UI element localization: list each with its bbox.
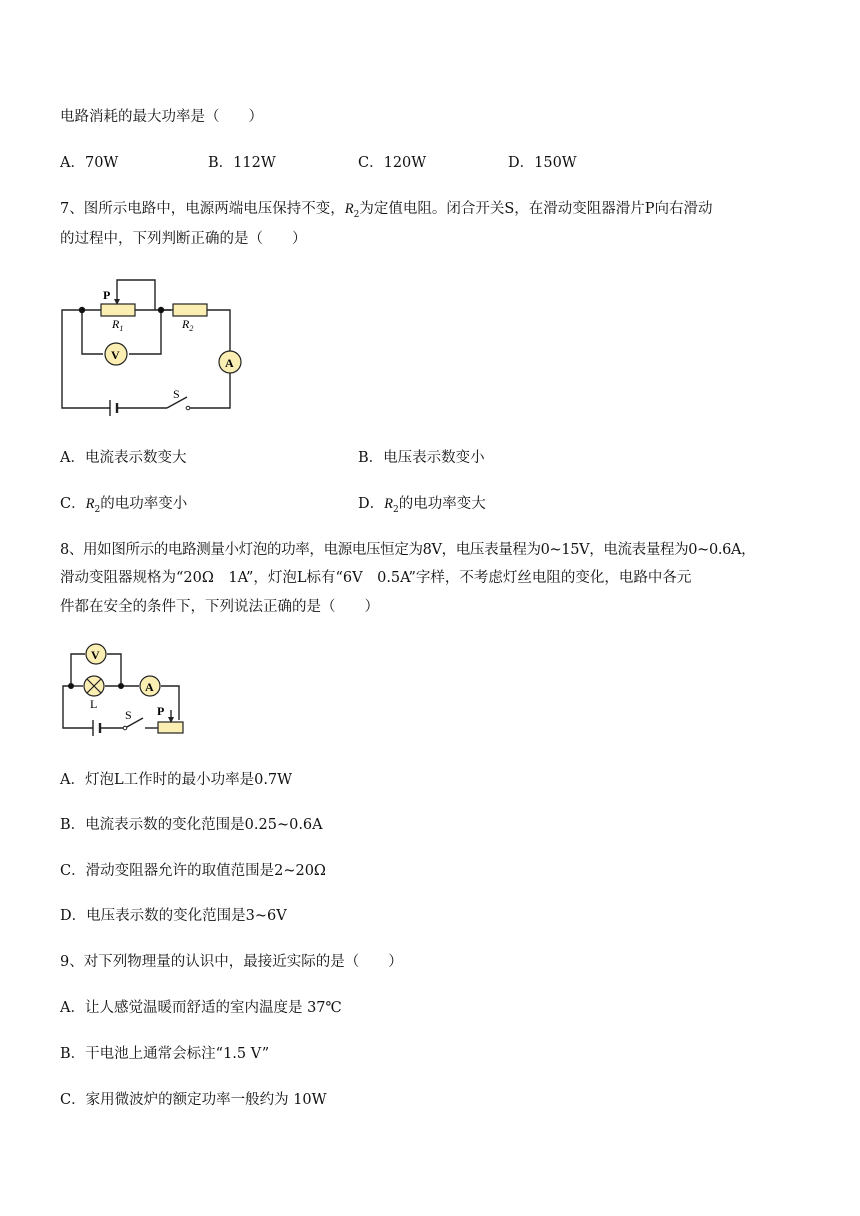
q7-option-c[interactable] [60,494,187,520]
q8-stem-line3: 件都在安全的条件下，下列说法正确的是（ ） [60,599,379,615]
q7-label-r2: $R_2$ [182,317,194,333]
q8-circuit-diagram [55,640,190,745]
q7-option-d-text: 的电功率变大 [398,496,486,512]
q7-option-d[interactable] [358,494,486,520]
q8-lamp-label: L [90,697,98,711]
q7-junction-right [158,307,164,313]
q8-switch-pivot [123,726,127,730]
q7-option-d-sub: 2 [393,504,399,515]
q7-stem-line1 [60,199,713,225]
q8-option-a[interactable]: A．灯泡L工作时的最小功率是0.7W [60,772,293,788]
q7-r2-symbol: R [344,201,354,217]
q6-option-d[interactable]: D．150W [508,155,577,171]
q7-option-c-sub: 2 [94,504,101,515]
q7-voltmeter-label: V [111,348,120,362]
q8-voltmeter-label: V [91,648,100,662]
q8-rheostat [158,722,183,733]
q8-option-b[interactable]: B．电流表示数的变化范围是0.25~0.6A [60,817,323,833]
q6-stem-tail: 电路消耗的最大功率是（ ） [60,109,263,125]
q7-option-c-symbol: R [85,496,95,512]
q8-stem-line2: 滑动变阻器规格为“20Ω 1A”，灯泡L标有“6V 0.5A”字样，不考虑灯丝电阻的变化，电路中各元 [60,570,692,586]
q7-r2-sub: 2 [353,209,360,220]
q7-r2-resistor [173,304,207,316]
q8-stem-line1: 8、用如图所示的电路测量小灯泡的功率，电源电压恒定为8V，电压表量程为0~15V，电流表量程为0~0.6A， [60,542,756,558]
q6-option-b[interactable]: B．112W [208,155,276,171]
q9-stem: 9、对下列物理量的认识中，最接近实际的是（ ） [60,954,403,970]
q8-slider-label: P [157,704,165,718]
q9-option-b[interactable]: B．干电池上通常会标注“1.5 V” [60,1046,270,1062]
q9-option-c[interactable]: C．家用微波炉的额定功率一般约为 10W [60,1092,327,1108]
q7-option-a[interactable]: A．电流表示数变大 [60,450,187,466]
q7-stem-part2: 为定值电阻。闭合开关S，在滑动变阻器滑片P向右滑动 [359,201,713,217]
q7-label-r1: $R_1$ [112,317,124,333]
q7-label-p: P [103,288,111,302]
q7-ammeter-label: A [225,356,234,370]
q8-junction-right [118,683,124,689]
q8-ammeter-label: A [145,680,154,694]
q8-switch-label: S [125,708,132,722]
q7-option-d-prefix: D． [358,496,385,512]
q7-switch-label: S [173,387,180,401]
q7-stem-line2: 的过程中，下列判断正确的是（ ） [60,231,307,247]
q7-option-d-symbol: R [384,496,393,512]
q6-option-c[interactable]: C．120W [358,155,427,171]
q8-junction-left [68,683,74,689]
q7-option-c-prefix: C． [60,496,86,512]
q9-option-a[interactable]: A．让人感觉温暖而舒适的室内温度是 37℃ [60,1000,342,1016]
q7-circuit-diagram [55,272,255,417]
q8-option-d[interactable]: D．电压表示数的变化范围是3~6V [60,908,287,924]
q7-r1-resistor [101,304,135,316]
q7-junction-left [79,307,85,313]
q7-switch-pivot [186,406,190,410]
q6-option-a[interactable]: A．70W [60,155,119,171]
q7-option-b[interactable]: B．电压表示数变小 [358,450,485,466]
q7-stem-part1: 7、图所示电路中，电源两端电压保持不变， [60,201,345,217]
q8-option-c[interactable]: C．滑动变阻器允许的取值范围是2~20Ω [60,863,326,879]
q7-option-c-text: 的电功率变小 [100,496,188,512]
